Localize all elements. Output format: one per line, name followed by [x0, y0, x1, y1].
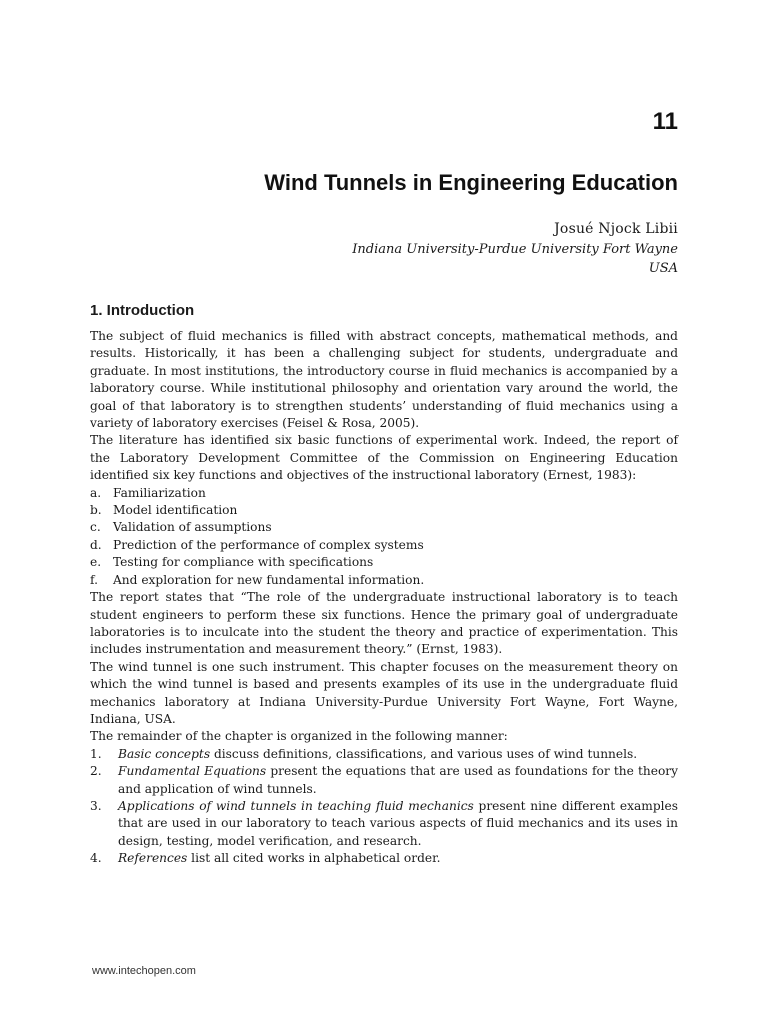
list-item-term: Basic concepts: [118, 746, 211, 761]
paragraph-5: The remainder of the chapter is organized in the following manner:: [90, 729, 508, 744]
section-body: [90, 328, 678, 868]
list-item: [90, 798, 678, 850]
list-item-text: [118, 746, 678, 763]
list-item-term: Fundamental Equations: [118, 764, 267, 779]
author-name: Josué Njock Libii: [554, 221, 678, 237]
list-item-desc: discuss definitions, classifications, and various uses of wind tunnels.: [210, 746, 638, 761]
list-item-text: Prediction of the performance of complex systems: [113, 537, 424, 552]
functions-list: [90, 485, 678, 589]
list-item: [90, 746, 678, 763]
list-item-text: Model identification: [113, 503, 238, 518]
list-marker: b.: [90, 503, 102, 518]
paragraph-3: The report states that “The role of the undergraduate instructional laboratory is to teach student engineers to perform these six functions. Hence the primary goal of undergraduate laboratories is to inculcate into the student the theory and practice of experimentation. This includes instrumentation and measurement theory.” (Ernst, 1983).: [90, 590, 678, 657]
author-affiliation: Indiana University-Purdue University Fort Wayne: [352, 242, 678, 257]
footer-url[interactable]: www.intechopen.com: [92, 965, 196, 977]
list-marker: 3.: [90, 798, 102, 813]
list-marker: 1.: [90, 746, 102, 761]
section-heading: 1. Introduction: [90, 302, 195, 319]
list-marker: d.: [90, 537, 102, 552]
list-item: [90, 485, 678, 502]
list-item-text: And exploration for new fundamental information.: [113, 572, 425, 587]
list-item-text: Validation of assumptions: [113, 520, 272, 535]
list-marker: f.: [90, 572, 98, 587]
list-item: [90, 554, 678, 571]
author-block: [352, 219, 678, 278]
list-item-text: Testing for compliance with specifications: [113, 555, 374, 570]
list-item-text: [118, 850, 678, 867]
list-item-text: [118, 763, 678, 798]
list-item: [90, 519, 678, 536]
list-item-text: [118, 798, 678, 850]
list-item-text: Familiarization: [113, 485, 206, 500]
paragraph-2: The literature has identified six basic functions of experimental work. Indeed, the report of the Laboratory Development Committee of the Commission on Engineering Education identified six key functions and objectives of the instructional laboratory (Ernest, 1983):: [90, 433, 678, 483]
list-item-desc: present the equations that are used as foundations for the theory and application of wind tunnels.: [118, 764, 679, 796]
list-marker: e.: [90, 555, 102, 570]
list-marker: a.: [90, 485, 102, 500]
outline-list: [90, 746, 678, 868]
list-item-desc: list all cited works in alphabetical order.: [187, 851, 441, 866]
list-item: [90, 763, 678, 798]
list-item-term: Applications of wind tunnels in teaching fluid mechanics: [118, 798, 474, 813]
list-item: [90, 537, 678, 554]
list-item: [90, 572, 678, 589]
chapter-title: Wind Tunnels in Engineering Education: [264, 170, 678, 195]
list-marker: 2.: [90, 764, 102, 779]
author-country: USA: [648, 261, 678, 276]
paragraph-1: The subject of fluid mechanics is filled with abstract concepts, mathematical methods, and results. Historically, it has been a challenging subject for students, undergraduate and graduate. In most institutions, the introductory course in fluid mechanics is accompanied by a laboratory course. While institutional philosophy and orientation vary around the world, the goal of that laboratory is to strengthen students’ understanding of fluid mechanics using a variety of laboratory exercises (Feisel & Rosa, 2005).: [90, 329, 678, 431]
list-item-desc: present nine different examples that are used in our laboratory to teach various aspects of fluid mechanics and its uses in design, testing, model verification, and research.: [118, 798, 678, 848]
paragraph-4: The wind tunnel is one such instrument. This chapter focuses on the measurement theory on which the wind tunnel is based and presents examples of its use in the undergraduate fluid mechanics laboratory at Indiana University-Purdue University Fort Wayne, Fort Wayne, Indiana, USA.: [90, 659, 678, 726]
chapter-number: 11: [652, 108, 678, 135]
list-item: [90, 850, 678, 867]
list-item: [90, 502, 678, 519]
list-marker: 4.: [90, 851, 102, 866]
list-item-term: References: [118, 851, 188, 866]
list-marker: c.: [90, 520, 101, 535]
